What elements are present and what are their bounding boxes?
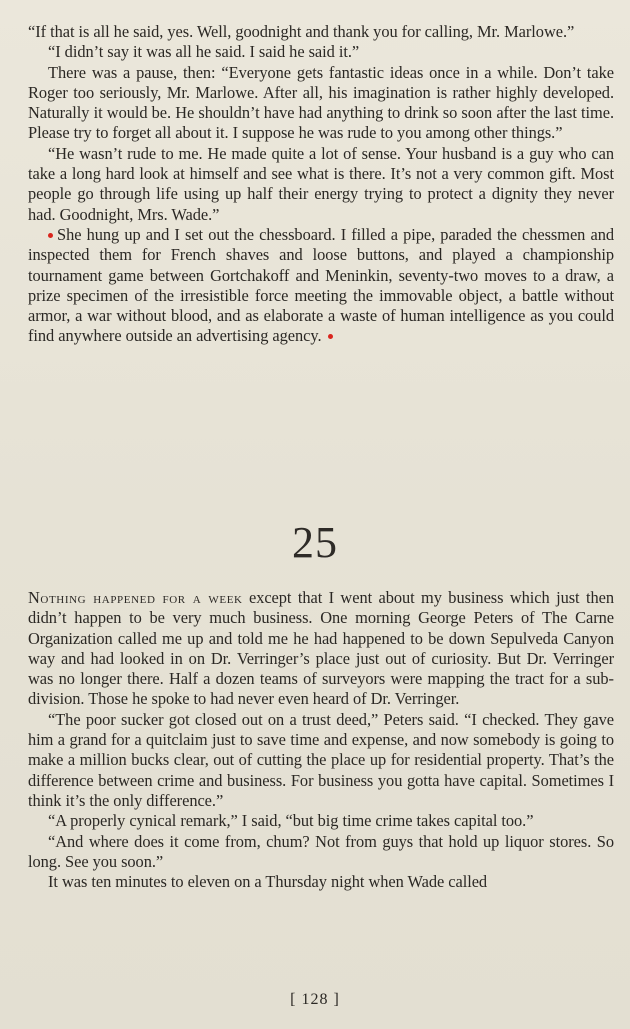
marked-paragraph-text: She hung up and I set out the chessboard. I filled a pipe, paraded the chessmen and inspected them for French shaves and loose buttons, and played a championship tournament game between Gortchakoff and Meninkin, seventy-two moves to a draw, a prize specimen of the irresistible force meeting the immovable object, a battle without armor, a war without blood, and as elaborate a waste of human intelligence as you could find anywhere outside an advertising agency. — [28, 224, 614, 346]
opening-small-caps: Nothing happened for a week — [28, 588, 243, 607]
paragraph: There was a pause, then: “Everyone gets fantastic ideas once in a while. Don’t take Roger too seriously, Mr. Marlowe. After all, his imagination is rather highly developed. Naturally it would be. He shouldn’t have had anything to drink so soon after the last time. Please try to forget all about it. I suppose he was rude to you among other things.” — [28, 62, 614, 143]
paragraph: It was ten minutes to eleven on a Thursday night when Wade called — [48, 872, 488, 892]
red-dot-marker-end — [328, 334, 333, 339]
chapter-opening-paragraph — [28, 588, 614, 710]
paragraph: “He wasn’t rude to me. He made quite a lot of sense. Your husband is a guy who can take a long hard look at himself and see what is there. It’s not a very common gift. Most people go through life using up half their energy trying to protect a dignity they never had. Goodnight, Mrs. Wade.” — [28, 143, 614, 224]
top-text-section — [28, 22, 614, 347]
opening-text: except that I went about my business which just then didn’t happen to be very much business. One morning George Peters of The Carne Organization called me up and told me he had happened to be down Sepulveda Canyon way and had looked in on Dr. Verringer’s place just out of curiosity. But Dr. Verringer was no longer there. Half a dozen teams of surveyors were mapping the tract for a subdivision. Those he spoke to had never even heard of Dr. Verringer. — [28, 588, 614, 709]
paragraph: “And where does it come from, chum? Not from guys that hold up liquor stores. So long. See you soon.” — [28, 831, 614, 871]
bottom-text-section — [28, 588, 614, 892]
red-dot-marker-start — [48, 233, 53, 238]
paragraph: “A properly cynical remark,” I said, “but big time crime takes capital too.” — [48, 811, 534, 831]
page-number: [ 128 ] — [290, 991, 340, 1008]
marked-paragraph — [28, 225, 614, 347]
paragraph: “I didn’t say it was all he said. I said he said it.” — [48, 42, 360, 62]
paragraph: “If that is all he said, yes. Well, goodnight and thank you for calling, Mr. Marlowe.” — [28, 22, 575, 41]
chapter-number: 25 — [292, 518, 338, 567]
paragraph: “The poor sucker got closed out on a trust deed,” Peters said. “I checked. They gave him a grand for a quitclaim just to save time and expense, and now somebody is going to make a million bucks clear, out of cutting the place up for residential property. That’s the difference between crime and business. For business you gotta have capital. Sometimes I think it’s the only difference.” — [28, 709, 614, 810]
